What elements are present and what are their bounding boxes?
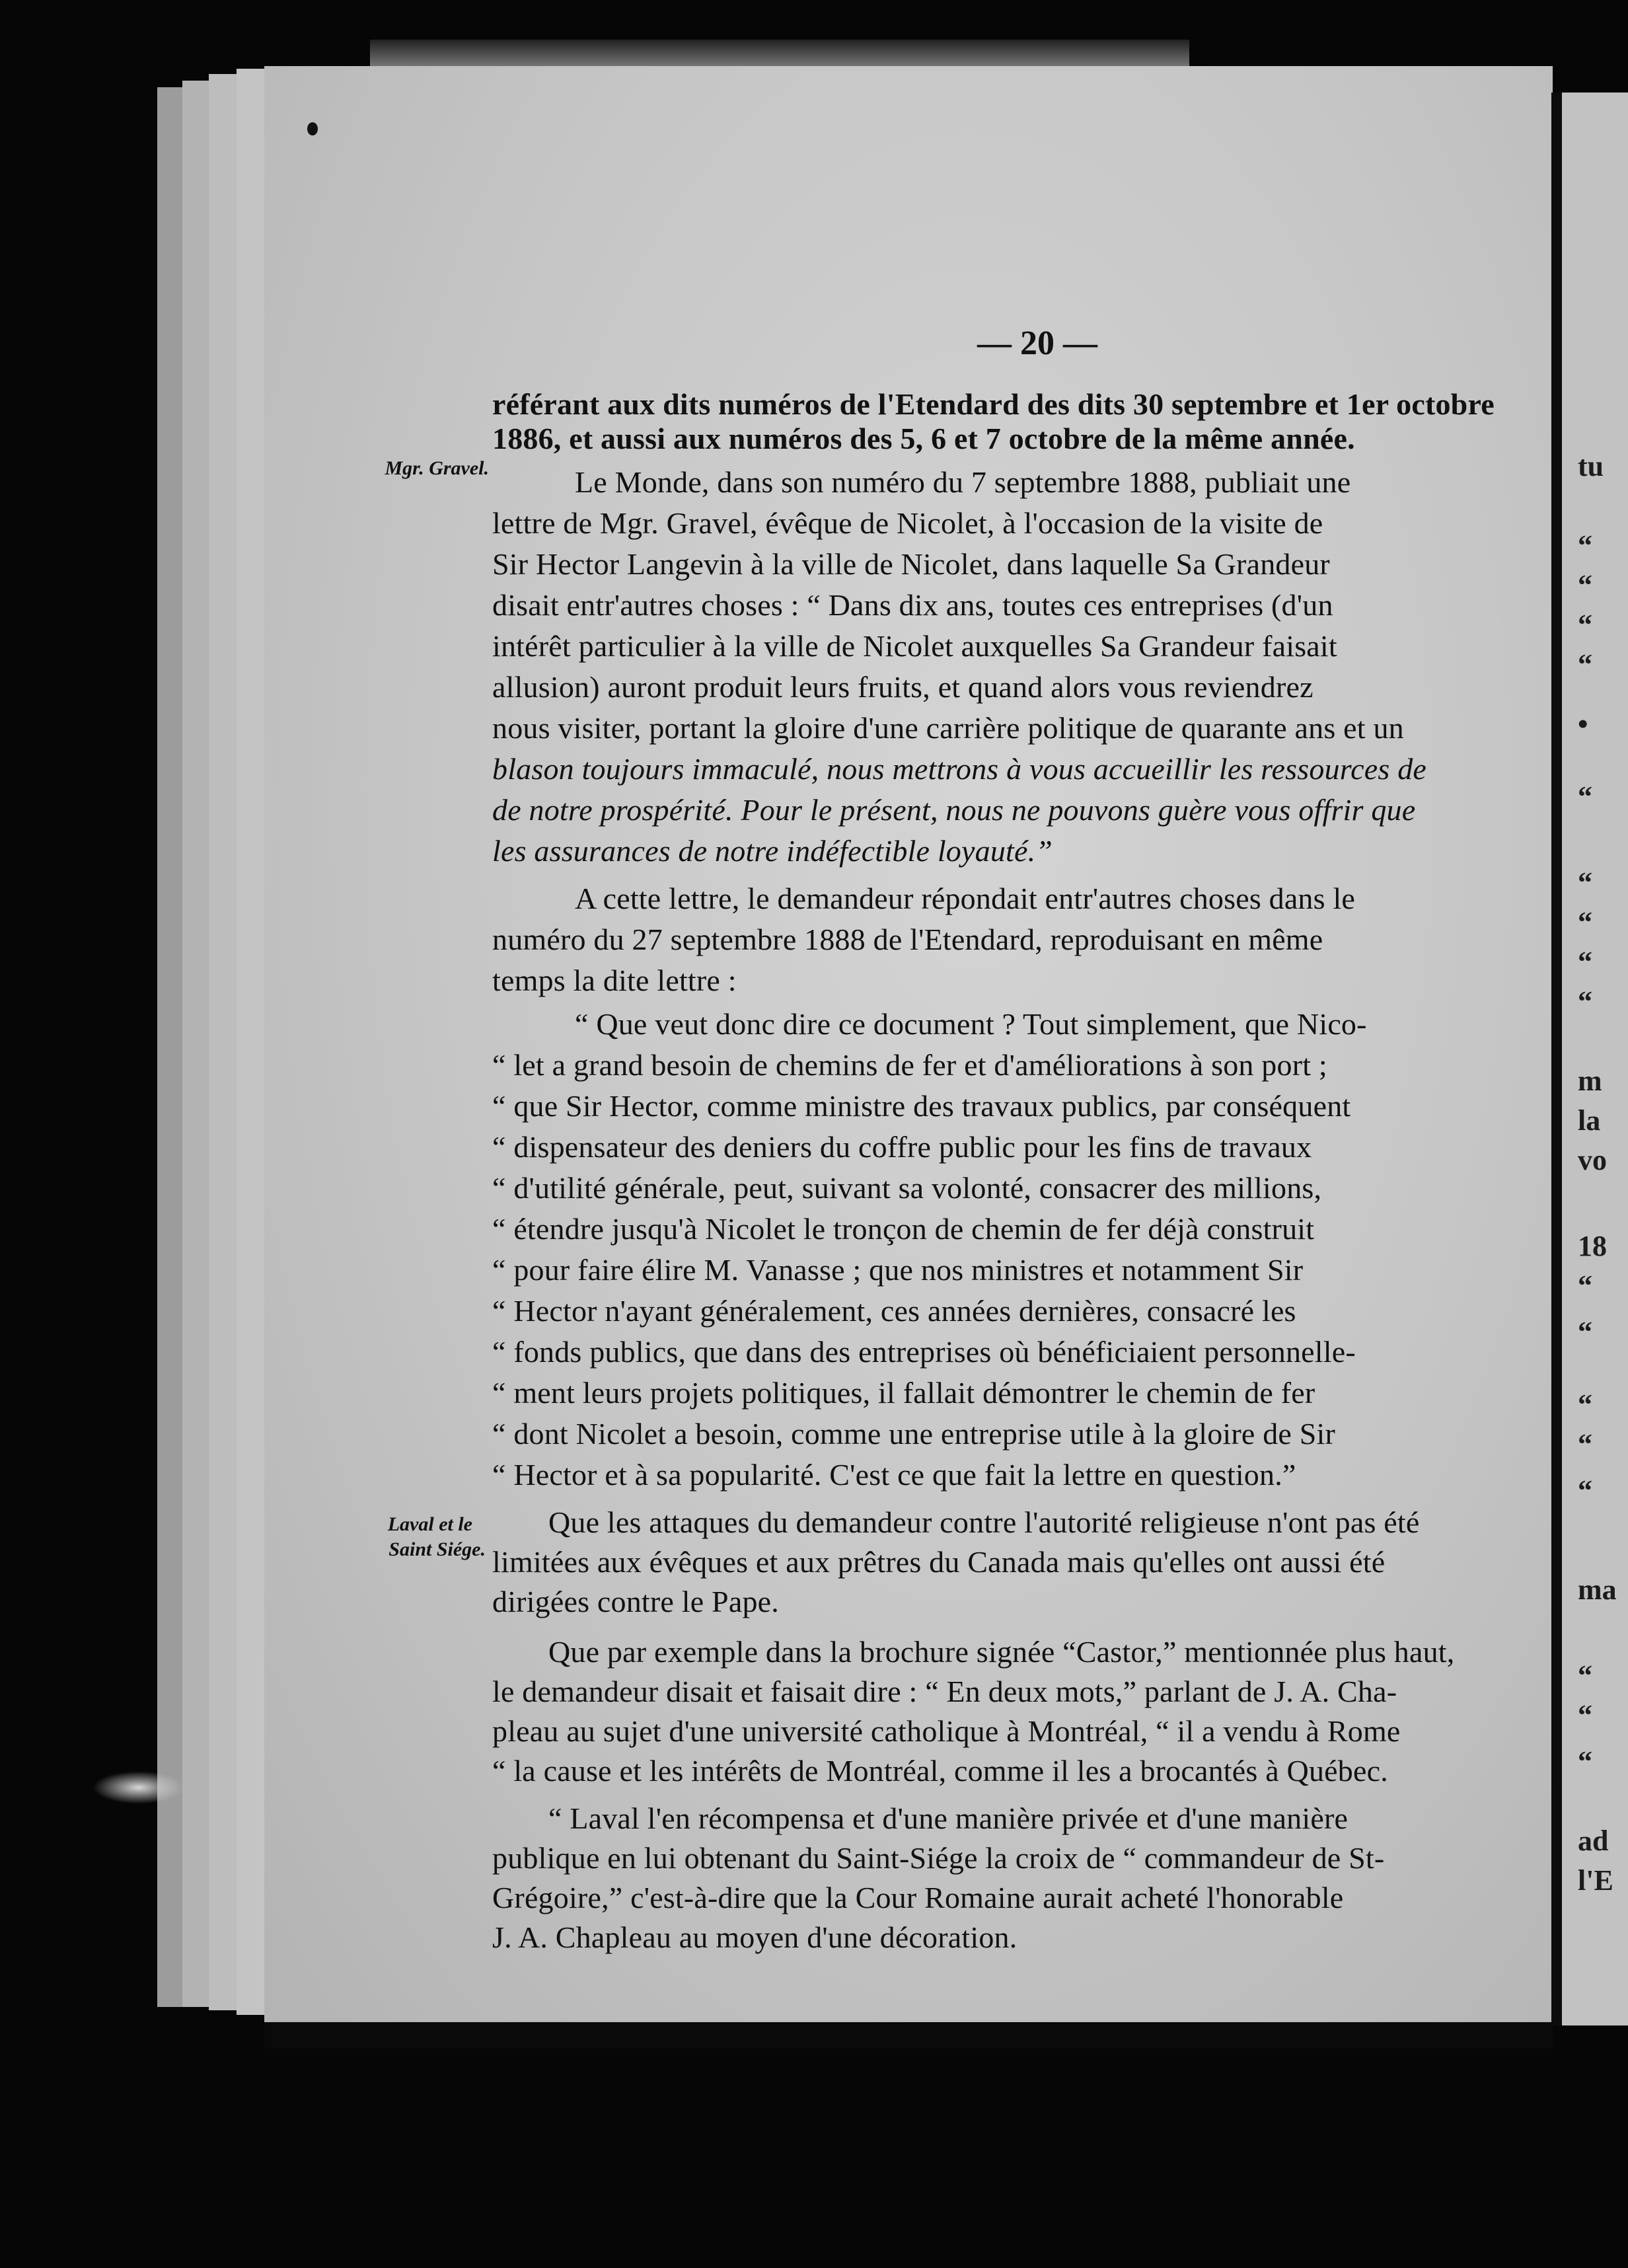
facing-page-text: “ — [1578, 866, 1592, 899]
facing-page-text: m — [1578, 1065, 1602, 1097]
text-line: disait entr'autres choses : “ Dans dix ans, toutes ces entreprises (d'un — [492, 588, 1333, 622]
text-line: Le Monde, dans son numéro du 7 septembre 1888, publiait une — [575, 465, 1351, 499]
margin-note-mgr-gravel: Mgr. Gravel. — [385, 457, 489, 479]
facing-page-text: “ — [1578, 1474, 1592, 1507]
text-line: “ dispensateur des deniers du coffre public pour les fins de travaux — [492, 1130, 1312, 1164]
ink-speck — [307, 122, 318, 135]
text-line: temps la dite lettre : — [492, 964, 737, 997]
facing-page-text: ma — [1578, 1573, 1617, 1606]
page-edge — [209, 74, 240, 2010]
text-line: “ dont Nicolet a besoin, comme une entreprise utile à la gloire de Sir — [492, 1417, 1336, 1451]
text-line: nous visiter, portant la gloire d'une carrière politique de quarante ans et un — [492, 711, 1404, 745]
facing-page-text: • — [1578, 708, 1588, 740]
text-line: “ Que veut donc dire ce document ? Tout simplement, que Nico- — [575, 1007, 1367, 1041]
facing-page-text: “ — [1578, 906, 1592, 938]
facing-page-text: “ — [1578, 1388, 1592, 1421]
text-line: blason toujours immaculé, nous mettrons à vous accueillir les ressources de — [492, 752, 1427, 786]
text-line: numéro du 27 septembre 1888 de l'Etendard, reproduisant en même — [492, 923, 1323, 956]
page-edge — [157, 87, 186, 2007]
facing-page-text: “ — [1578, 946, 1592, 978]
text-line: intérêt particulier à la ville de Nicolet auxquelles Sa Grandeur faisait — [492, 629, 1337, 663]
text-line: publique en lui obtenant du Saint-Siége la croix de “ commandeur de St- — [492, 1841, 1385, 1875]
facing-page-fragment — [1562, 93, 1628, 2025]
text-line: lettre de Mgr. Gravel, évêque de Nicolet, à l'occasion de la visite de — [492, 506, 1323, 540]
text-line: “ fonds publics, que dans des entreprises où bénéficiaient personnelle- — [492, 1335, 1356, 1369]
facing-page-text: “ — [1578, 1428, 1592, 1460]
text-line: allusion) auront produit leurs fruits, et quand alors vous reviendrez — [492, 670, 1314, 704]
facing-page-text: vo — [1578, 1144, 1607, 1176]
facing-page-text: ad — [1578, 1825, 1609, 1857]
text-line: “ Hector et à sa popularité. C'est ce que fait la lettre en question.” — [492, 1458, 1296, 1492]
text-line: limitées aux évêques et aux prêtres du Canada mais qu'elles ont aussi été — [492, 1545, 1386, 1579]
scan-smudge — [92, 1771, 185, 1804]
text-line: dirigées contre le Pape. — [492, 1585, 779, 1618]
text-line: “ pour faire élire M. Vanasse ; que nos ministres et notamment Sir — [492, 1253, 1304, 1287]
facing-page-text: l'E — [1578, 1864, 1613, 1897]
text-line: les assurances de notre indéfectible loyauté.” — [492, 834, 1053, 868]
book-gutter — [1551, 93, 1562, 2025]
text-line: A cette lettre, le demandeur répondait entr'autres choses dans le — [575, 882, 1356, 915]
text-line: “ la cause et les intérêts de Montréal, comme il les a brocantés à Québec. — [492, 1754, 1388, 1788]
text-line: “ Hector n'ayant généralement, ces années dernières, consacré les — [492, 1294, 1296, 1328]
text-line: Que les attaques du demandeur contre l'autorité religieuse n'ont pas été — [548, 1505, 1420, 1539]
text-line: Sir Hector Langevin à la ville de Nicolet, dans laquelle Sa Grandeur — [492, 547, 1330, 581]
text-line: pleau au sujet d'une université catholique à Montréal, “ il a vendu à Rome — [492, 1714, 1401, 1748]
facing-page-text: “ — [1578, 648, 1592, 681]
text-line: de notre prospérité. Pour le présent, nous ne pouvons guère vous offrir que — [492, 793, 1416, 827]
facing-page-text: 18 — [1578, 1230, 1607, 1262]
text-line: Que par exemple dans la brochure signée “Castor,” mentionnée plus haut, — [548, 1635, 1455, 1669]
facing-page-text: la — [1578, 1104, 1601, 1137]
scan-bottom-shadow — [264, 2022, 1553, 2049]
facing-page-text: “ — [1578, 1699, 1592, 1731]
facing-page-text: “ — [1578, 529, 1592, 562]
page-number: — 20 — — [977, 324, 1097, 362]
facing-page-text: “ — [1578, 780, 1592, 813]
facing-page-text: “ — [1578, 569, 1592, 601]
text-line: “ étendre jusqu'à Nicolet le tronçon de chemin de fer déjà construit — [492, 1212, 1315, 1246]
text-line: le demandeur disait et faisait dire : “ En deux mots,” parlant de J. A. Cha- — [492, 1675, 1397, 1708]
facing-page-text: “ — [1578, 1745, 1592, 1778]
text-line: Grégoire,” c'est-à-dire que la Cour Romaine aurait acheté l'honorable — [492, 1881, 1344, 1914]
text-line: “ d'utilité générale, peut, suivant sa volonté, consacrer des millions, — [492, 1171, 1322, 1205]
page-edge — [182, 81, 212, 2007]
facing-page-text: “ — [1578, 1269, 1592, 1302]
text-line: “ Laval l'en récompensa et d'une manière privée et d'une manière — [548, 1801, 1349, 1835]
facing-page-text: “ — [1578, 985, 1592, 1018]
facing-page-text: tu — [1578, 450, 1604, 482]
text-line: référant aux dits numéros de l'Etendard des dits 30 septembre et 1er octobre — [492, 387, 1495, 421]
margin-note-laval-line2: Saint Siége. — [388, 1538, 486, 1560]
text-line: J. A. Chapleau au moyen d'une décoration. — [492, 1920, 1018, 1954]
margin-note-laval-line1: Laval et le — [387, 1513, 472, 1535]
text-line: “ let a grand besoin de chemins de fer et d'améliorations à son port ; — [492, 1048, 1327, 1082]
facing-page-text: “ — [1578, 1316, 1592, 1348]
facing-page-text: “ — [1578, 1659, 1592, 1692]
text-line: “ ment leurs projets politiques, il fallait démontrer le chemin de fer — [492, 1376, 1315, 1410]
facing-page-text: “ — [1578, 609, 1592, 641]
text-line: “ que Sir Hector, comme ministre des travaux publics, par conséquent — [492, 1089, 1351, 1123]
text-line: 1886, et aussi aux numéros des 5, 6 et 7 octobre de la même année. — [492, 422, 1355, 455]
